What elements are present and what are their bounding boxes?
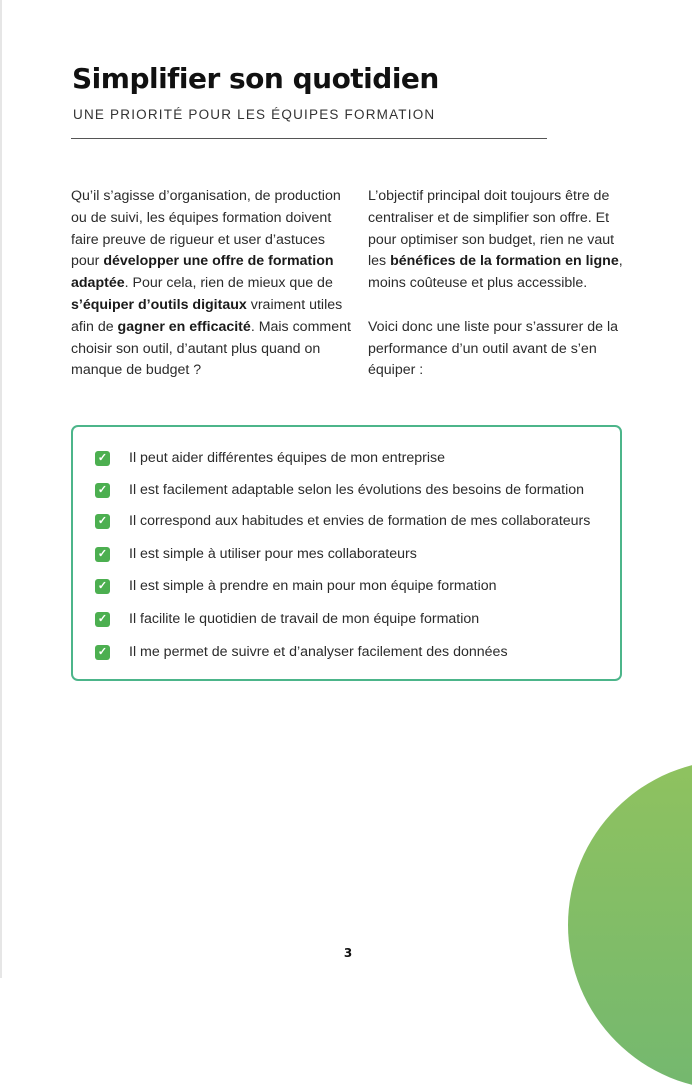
left-text-2: . Pour cela, rien de mieux que de [124,275,333,292]
checklist-item [95,511,590,531]
checklist-item-text: Il est simple à utiliser pour mes collaborateurs [129,546,417,562]
page-title: Simplifier son quotidien [72,62,439,95]
left-bold-1: développer une offre de formation adaptée [71,253,334,292]
checklist-item [95,480,584,500]
check-mark-icon: ✓ [95,645,110,660]
checklist-item [95,642,508,662]
left-column [71,186,357,382]
right-paragraph-1 [368,186,636,295]
right-paragraph-2: Voici donc une liste pour s’assurer de la performance d’un outil avant de s’en équiper : [368,318,618,379]
decorative-green-circle [568,760,692,1090]
checklist-item-text: Il peut aider différentes équipes de mon entreprise [129,450,446,466]
checklist-item-text: Il est simple à prendre en main pour mon équipe formation [129,578,497,594]
title-divider [71,138,547,139]
check-mark-icon: ✓ [95,547,110,562]
checklist-item-text: Il facilite le quotidien de travail de mon équipe formation [129,611,480,627]
right-text-2: , moins coûteuse et plus accessible. [368,253,623,292]
checklist-item-text: Il correspond aux habitudes et envies de formation de mes collaborateurs [129,513,591,529]
left-text-4: . Mais comment choisir son outil, d’autant plus quand on manque de budget ? [71,318,351,379]
checklist-item [95,448,445,468]
page-subtitle: UNE PRIORITÉ POUR LES ÉQUIPES FORMATION [73,107,436,122]
check-mark-icon: ✓ [95,579,110,594]
right-bold-1: bénéfices de la formation en ligne [390,253,619,270]
page-edge [0,0,2,978]
check-mark-icon: ✓ [95,451,110,466]
check-mark-icon: ✓ [95,514,110,529]
checklist-item [95,544,417,564]
checklist-item-text: Il me permet de suivre et d’analyser facilement des données [129,644,508,660]
check-mark-icon: ✓ [95,483,110,498]
checklist-item-text: Il est facilement adaptable selon les évolutions des besoins de formation [129,482,585,498]
checklist-item [95,576,497,596]
page-number: 3 [343,946,353,960]
left-text-3: vraiment utiles afin de [71,296,343,335]
right-text-1: L’objectif principal doit toujours être de centraliser et de simplifier son offre. Et pour optimiser son budget, rien ne vaut les [368,188,615,270]
checklist-item [95,609,479,629]
left-paragraph [71,186,357,382]
left-text-1: Qu’il s’agisse d’organisation, de production ou de suivi, les équipes formation doivent faire preuve de rigueur et user d’astuces pour [71,188,341,270]
checklist-box [71,425,622,681]
left-bold-2: s’équiper d’outils digitaux [71,296,247,313]
check-mark-icon: ✓ [95,612,110,627]
left-bold-3: gagner en efficacité [117,318,251,335]
right-column [368,186,636,382]
